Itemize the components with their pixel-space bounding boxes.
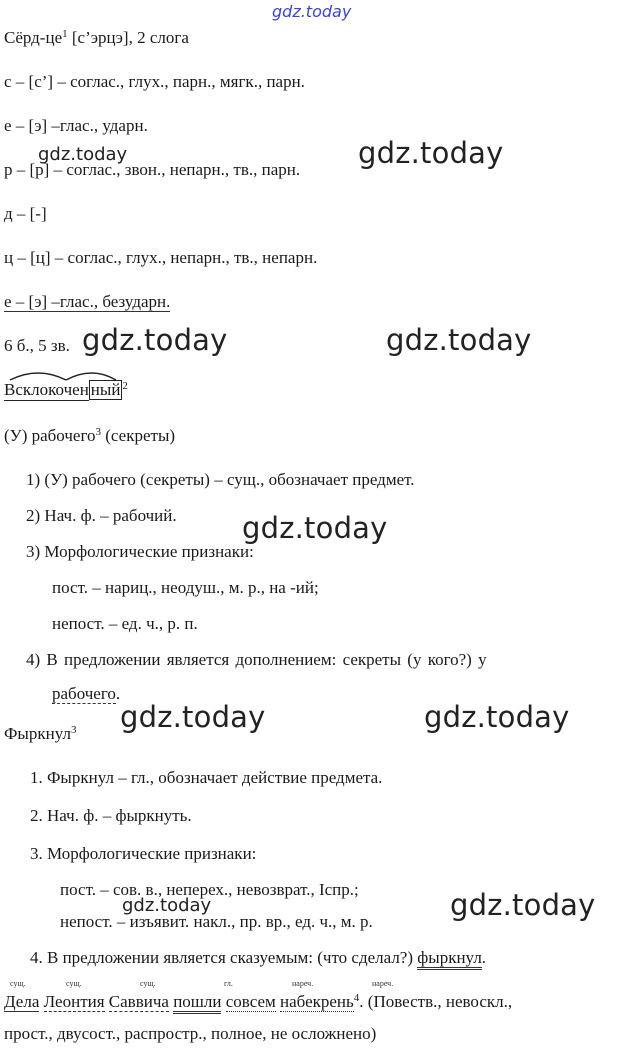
word-suffix: чен <box>63 380 89 399</box>
analysis-subitem: непост. – изъявит. накл., пр. вр., ед. ч., м. р. <box>60 912 373 931</box>
verb-word: Фыркнул <box>4 724 71 743</box>
analysis-item-cont <box>52 684 120 704</box>
pos-label: сущ. <box>140 979 156 988</box>
analysis-item: 1) (У) рабочего (секреты) – сущ., обозначает предмет. <box>26 470 415 489</box>
watermark: gdz.today <box>82 323 228 357</box>
analysis-item: 4) В предложении является дополнением: секреты (у кого?) у <box>26 650 487 669</box>
word-root: Всклоко <box>4 380 64 399</box>
analysis-subitem: пост. – сов. в., неперех., невозврат., Iспр.; <box>60 880 359 899</box>
footnote-marker: 3 <box>95 426 102 438</box>
adverbial-word: набекрень <box>280 992 354 1011</box>
period: . <box>481 948 487 967</box>
sentence-characteristics: . (Повеств., невоскл., <box>359 992 513 1011</box>
attribute-word: Леонтия <box>43 992 105 1011</box>
pos-label: гл. <box>224 979 233 988</box>
noun-heading <box>4 426 175 446</box>
attribute-word: Саввича <box>108 992 169 1011</box>
footnote-marker: 1 <box>62 28 68 40</box>
watermark: gdz.today <box>358 136 504 170</box>
analysis-item: 1. Фыркнул – гл., обозначает действие предмета. <box>30 768 383 787</box>
sentence-line-2: прост., двусост., распростр., полное, не осложнено) <box>4 1024 377 1043</box>
pos-label: сущ. <box>10 979 26 988</box>
watermark: gdz.today <box>424 700 570 734</box>
sound-line: ц – [ц] – соглас., глух., непарн., тв., непарн. <box>4 248 318 267</box>
watermark: gdz.today <box>450 888 596 922</box>
object-word: рабочего <box>52 684 116 703</box>
sound-line-text: е – [э] –глас., безударн. <box>4 292 171 311</box>
verb-heading <box>4 724 76 744</box>
sentence-line <box>4 992 512 1012</box>
pos-label: нареч. <box>372 979 394 988</box>
analysis-subitem: пост. – нариц., неодуш., м. р., на -ий; <box>52 578 319 597</box>
analysis-item: 3) Морфологические признаки: <box>26 542 254 561</box>
sound-line: с – [с’] – соглас., глух., парн., мягк., парн. <box>4 72 305 91</box>
noun-context: (секреты) <box>101 426 176 445</box>
transcription: [с’эрцэ], 2 слога <box>67 28 189 47</box>
root-arc <box>4 368 154 382</box>
sound-line: д – [-] <box>4 204 47 223</box>
word-heading <box>4 28 189 48</box>
watermark: gdz.today <box>242 511 388 545</box>
watermark: gdz.today <box>120 700 266 734</box>
analysis-subitem: непост. – ед. ч., р. п. <box>52 614 198 633</box>
sound-line <box>4 292 170 312</box>
watermark: gdz.today <box>122 895 212 916</box>
analysis-item <box>30 948 486 968</box>
adverbial-word: совсем <box>225 992 276 1011</box>
footnote-marker: 3 <box>70 724 77 736</box>
watermark: gdz.today <box>38 144 128 165</box>
footnote-marker: 4 <box>353 992 360 1004</box>
predicate-word: фыркнул <box>417 948 482 970</box>
analysis-item: 3. Морфологические признаки: <box>30 844 257 863</box>
word-syllables: Сёрд-це <box>4 28 63 47</box>
pos-label: нареч. <box>292 979 314 988</box>
period: . <box>115 684 121 703</box>
pos-label: сущ. <box>66 979 82 988</box>
footnote-marker: 2 <box>122 380 128 392</box>
sound-line: р – [р] – соглас., звон., непарн., тв., парн. <box>4 160 301 179</box>
noun-word: (У) рабочего <box>4 426 96 445</box>
predicate-word: пошли <box>173 992 221 1014</box>
morphemic-word <box>4 380 128 401</box>
letters-sounds-count: 6 б., 5 зв. <box>4 336 70 355</box>
sound-line: е – [э] –глас., ударн. <box>4 116 148 135</box>
watermark-top: gdz.today <box>272 2 352 21</box>
watermark: gdz.today <box>386 323 532 357</box>
subject-word: Дела <box>4 992 40 1011</box>
analysis-item: 2) Нач. ф. – рабочий. <box>26 506 177 525</box>
analysis-item: 2. Нач. ф. – фыркнуть. <box>30 806 192 825</box>
word-ending: ный <box>90 380 121 399</box>
predicate-text: 4. В предложении является сказуемым: (что сделал?) <box>30 948 418 967</box>
